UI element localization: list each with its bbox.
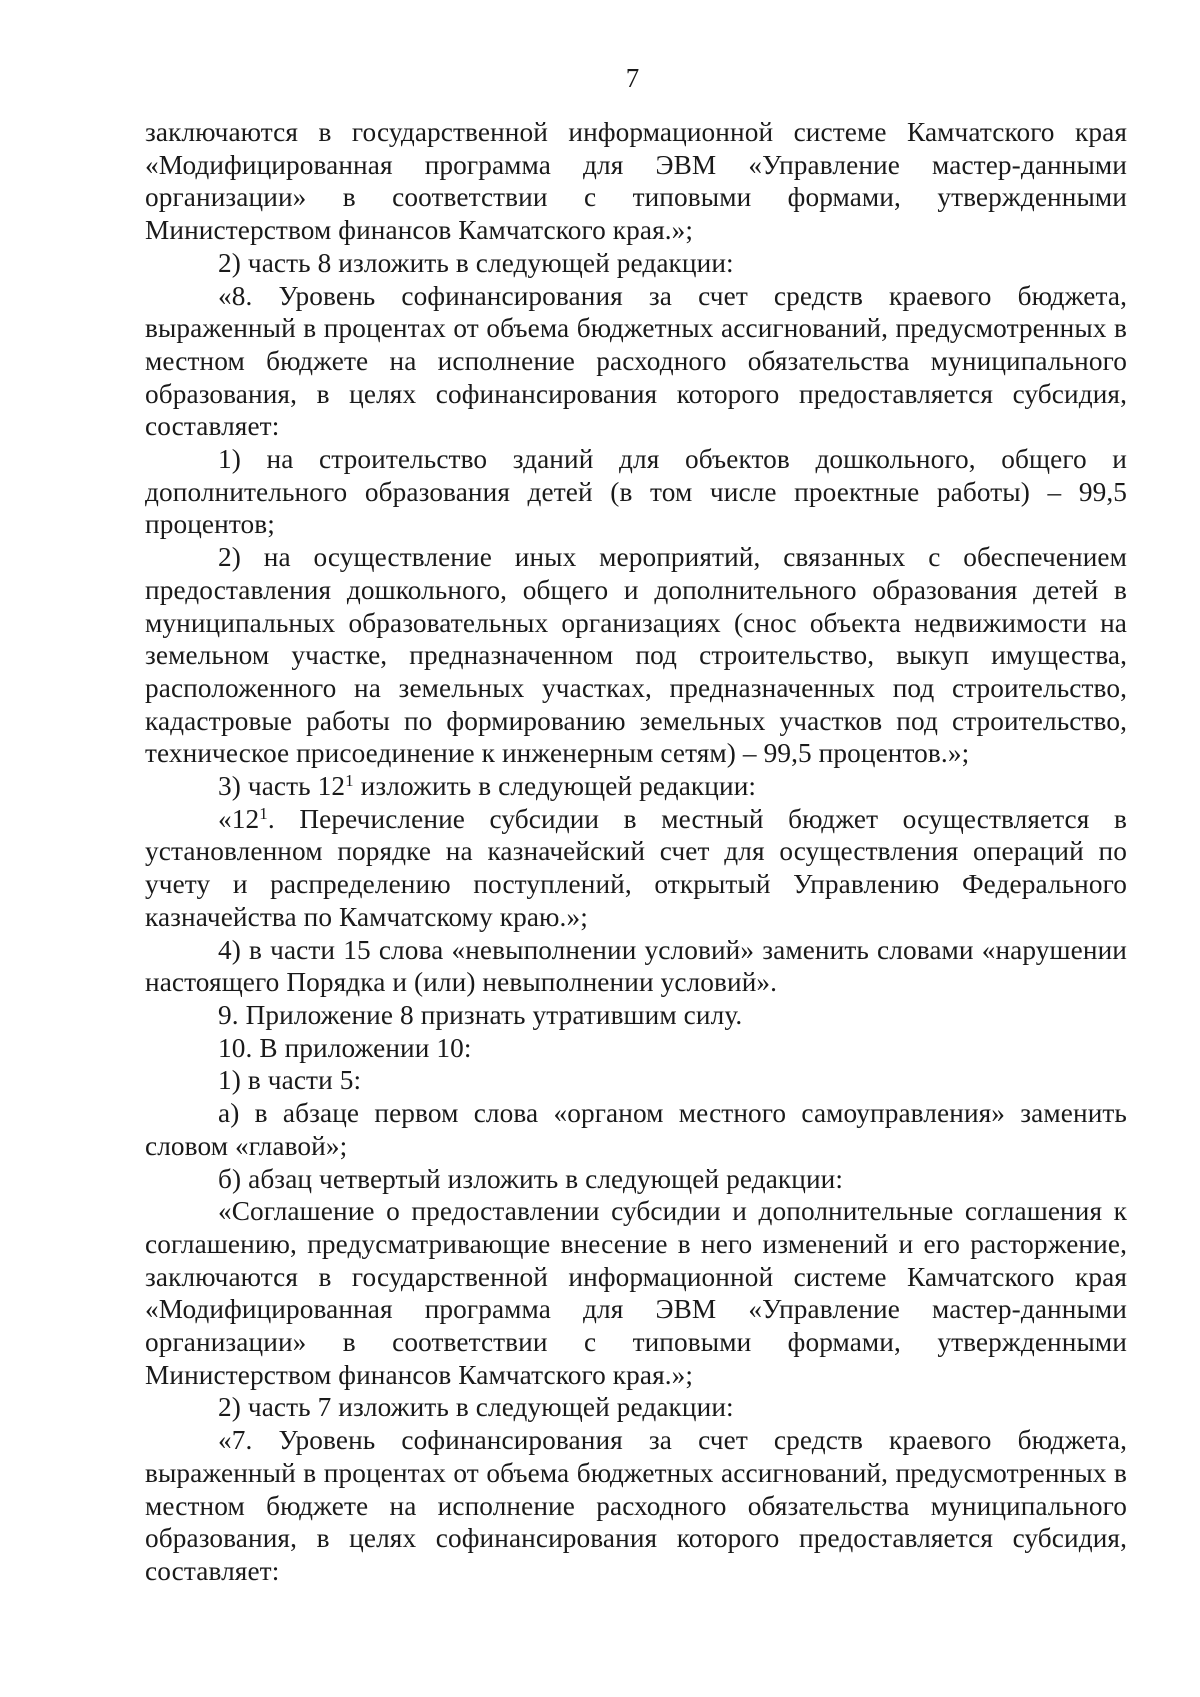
paragraph-subitem-1: 1) на строительство зданий для объектов дошкольного, общего и дополнительного образования детей (в том числе проектные работы) – 99,5 процентов; <box>145 444 1127 540</box>
text-fragment: изложить в следующей редакции: <box>353 771 757 802</box>
paragraph-subitem-a: а) в абзаце первом слова «органом местного самоуправления» заменить словом «главой»; <box>145 1098 1127 1161</box>
text-fragment: «12 <box>218 803 260 834</box>
paragraph-part-8-text: «8. Уровень софинансирования за счет средств краевого бюджета, выраженный в процентах от объема бюджетных ассигнований, предусмотренных в местном бюджете на исполнение расходного обязательства муниципального образования, в целях софинансирования которого предоставляется субсидия, составляет: <box>145 280 1127 442</box>
paragraph-item-9: 9. Приложение 8 признать утратившим силу. <box>218 999 743 1030</box>
paragraph-item-3-part-12-1 <box>145 770 1127 803</box>
paragraph-item-2-part-8: 2) часть 8 изложить в следующей редакции: <box>218 247 734 278</box>
paragraph-item-10: 10. В приложении 10: <box>218 1032 472 1063</box>
text-fragment: . Перечисление субсидии в местный бюджет осуществляется в установленном порядке на казначейский счет для осуществления операций по учету и распределению поступлений, открытый Управлению Федерального казначейства по Камчатскому краю.»; <box>145 803 1127 932</box>
paragraph-subitem-2: 2) на осуществление иных мероприятий, связанных с обеспечением предоставления дошкольного, общего и дополнительного образования детей в муниципальных образовательных организациях (снос объекта недвижимости на земельном участке, предназначенном под строительство, выкуп имущества, расположенного на земельных участках, предназначенных под строительство, кадастровые работы по формированию земельных участков под строительство, техническое присоединение к инженерным сетям) – 99,5 процентов.»; <box>145 542 1127 769</box>
paragraph-subitem-part-5: 1) в части 5: <box>218 1065 362 1096</box>
paragraph-item-2-part-7: 2) часть 7 изложить в следующей редакции: <box>218 1392 734 1423</box>
paragraph-part-12-1-text <box>145 803 1127 934</box>
paragraph-item-4-part-15: 4) в части 15 слова «невыполнении условий» заменить словами «нарушении настоящего Порядка и (или) невыполнении условий». <box>145 934 1127 998</box>
paragraph-part-7-text: «7. Уровень софинансирования за счет средств краевого бюджета, выраженный в процентах от объема бюджетных ассигнований, предусмотренных в местном бюджете на исполнение расходного обязательства муниципального образования, в целях софинансирования которого предоставляется субсидия, составляет: <box>145 1425 1127 1586</box>
superscript: 1 <box>259 803 268 823</box>
superscript: 1 <box>345 771 354 791</box>
page-number: 7 <box>625 63 640 93</box>
paragraph-agreement-text: «Соглашение о предоставлении субсидии и дополнительные соглашения к соглашению, предусматривающие внесение в него изменений и его расторжение, заключаются в государственной информационной системе Камчатского края «Модифицированная программа для ЭВМ «Управление мастер-данными организации» в соответствии с типовыми формами, утвержденными Министерством финансов Камчатского края.»; <box>145 1196 1127 1390</box>
paragraph-continuation: заключаются в государственной информационной системе Камчатского края «Модифицированная программа для ЭВМ «Управление мастер-данными организации» в соответствии с типовыми формами, утвержденными Министерством финансов Камчатского края.»; <box>145 117 1127 246</box>
paragraph-subitem-b: б) абзац четвертый изложить в следующей редакции: <box>218 1163 844 1194</box>
text-fragment: 3) часть 12 <box>218 771 346 802</box>
document-body <box>145 116 1127 1588</box>
